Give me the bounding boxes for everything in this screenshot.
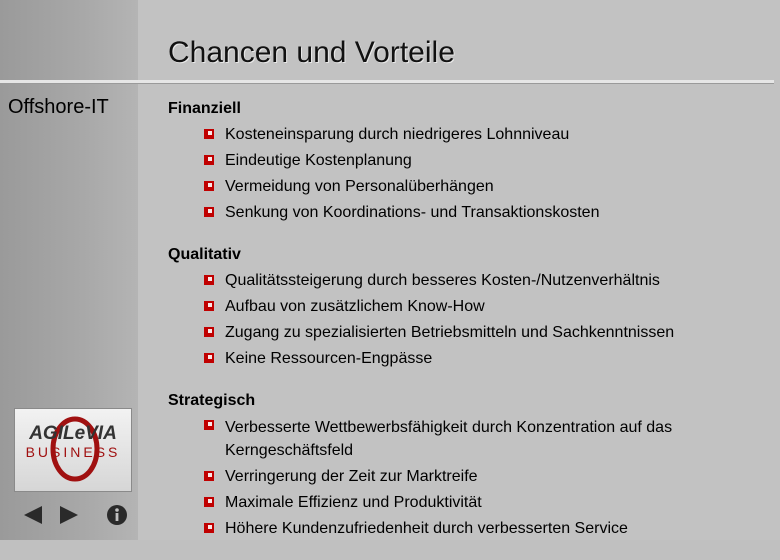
bullet-item	[168, 122, 768, 148]
bullet-icon	[204, 207, 214, 217]
logo-text-top: AGILeVIA	[29, 423, 117, 444]
bullet-item	[168, 490, 768, 516]
section-label: Offshore-IT	[8, 96, 109, 118]
bullet-text: Senkung von Koordinations- und Transaktionskosten	[225, 204, 600, 221]
bullet-icon	[204, 275, 214, 285]
bullet-item	[168, 346, 768, 372]
bullet-item	[168, 516, 768, 542]
bullet-item	[168, 200, 768, 226]
slide-title: Chancen und Vorteile	[168, 36, 455, 69]
bullet-text: Zugang zu spezialisierten Betriebsmitteln und Sachkenntnissen	[225, 324, 675, 341]
bullet-icon	[204, 523, 214, 533]
bullet-text: Qualitätssteigerung durch besseres Kosten-/Nutzenverhältnis	[225, 272, 660, 289]
bullet-text: Keine Ressourcen-Engpässe	[225, 350, 433, 367]
bullet-text: Höhere Kundenzufriedenheit durch verbesserten Service	[225, 520, 628, 537]
arrow-left-icon	[22, 504, 44, 526]
prev-slide-button[interactable]	[22, 504, 44, 530]
bullet-icon	[204, 471, 214, 481]
info-icon	[106, 504, 128, 526]
bullet-icon	[204, 420, 214, 430]
group-heading: Qualitativ	[168, 246, 241, 263]
bullet-text: Kosteneinsparung durch niedrigeres Lohnniveau	[225, 126, 570, 143]
group-finanziell	[168, 98, 768, 226]
bullet-item	[168, 464, 768, 490]
bullet-icon	[204, 129, 214, 139]
arrow-right-icon	[58, 504, 80, 526]
bullet-item	[168, 414, 780, 464]
bullet-item	[168, 174, 768, 200]
bullet-icon	[204, 353, 214, 363]
bullet-text: Vermeidung von Personalüberhängen	[225, 178, 494, 195]
bullet-icon	[204, 301, 214, 311]
bullet-icon	[204, 327, 214, 337]
bullet-text: Aufbau von zusätzlichem Know-How	[225, 298, 485, 315]
group-strategisch	[168, 390, 768, 542]
bullet-item	[168, 268, 768, 294]
bullet-text: Maximale Effizienz und Produktivität	[225, 494, 482, 511]
group-heading: Finanziell	[168, 100, 241, 117]
bullet-icon	[204, 497, 214, 507]
company-logo	[14, 408, 132, 492]
bullet-item	[168, 148, 768, 174]
next-slide-button[interactable]	[58, 504, 80, 530]
bullet-item	[168, 320, 768, 346]
bullet-content	[168, 98, 768, 560]
title-divider	[0, 80, 774, 84]
bullet-text: Verringerung der Zeit zur Marktreife	[225, 468, 478, 485]
bullet-item	[168, 294, 768, 320]
info-button[interactable]	[106, 504, 128, 530]
bullet-icon	[204, 155, 214, 165]
logo-text-bottom: BUSINESS	[25, 444, 121, 460]
logo-graphic	[15, 409, 131, 491]
bullet-text: Eindeutige Kostenplanung	[225, 152, 412, 169]
bullet-text: Verbesserte Wettbewerbsfähigkeit durch Konzentration auf das Kerngeschäftsfeld	[225, 419, 673, 459]
group-heading: Strategisch	[168, 392, 256, 409]
bullet-icon	[204, 181, 214, 191]
group-qualitativ	[168, 244, 768, 372]
